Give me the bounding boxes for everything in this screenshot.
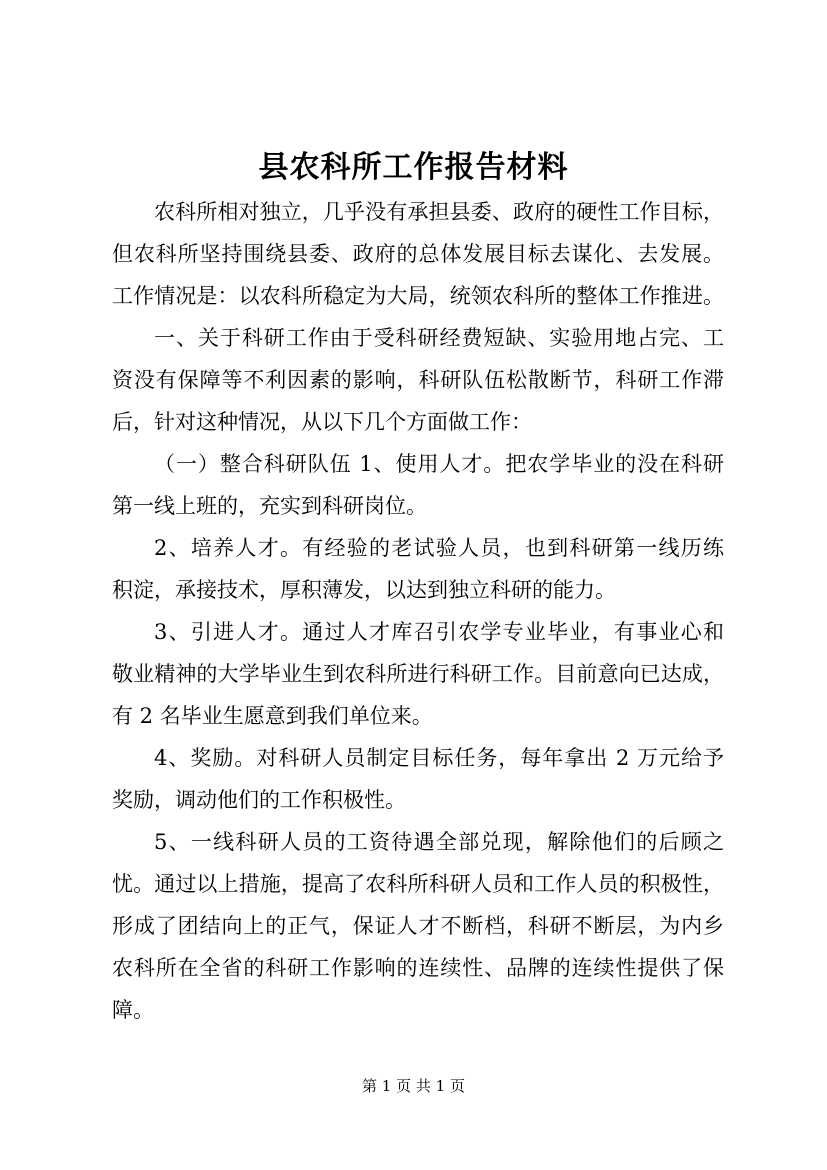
document-title: 县农科所工作报告材料 [258, 150, 569, 185]
body-line: 奖励，调动他们的工作积极性。 [112, 788, 406, 812]
body-line: 2、培养人才。有经验的老试验人员，也到科研第一线历练 [154, 536, 724, 560]
body-line: 障。 [112, 998, 154, 1022]
body-line: 积淀，承接技术，厚积薄发，以达到独立科研的能力。 [112, 578, 616, 602]
body-line: 工作情况是：以农科所稳定为大局，统领农科所的整体工作推进。 [112, 284, 724, 308]
body-line: 但农科所坚持围绕县委、政府的总体发展目标去谋化、去发展。 [112, 242, 724, 266]
body-line: 3、引进人才。通过人才库召引农学专业毕业，有事业心和 [154, 620, 724, 644]
body-line: 资没有保障等不利因素的影响，科研队伍松散断节，科研工作滞 [112, 368, 724, 392]
page-footer: 第 1 页 共 1 页 [362, 1077, 465, 1095]
body-line: 有 2 名毕业生愿意到我们单位来。 [112, 704, 433, 728]
body-line: 4、奖励。对科研人员制定目标任务，每年拿出 2 万元给予 [154, 746, 724, 770]
body-line: 农科所在全省的科研工作影响的连续性、品牌的连续性提供了保 [112, 956, 724, 980]
body-line: 一、关于科研工作由于受科研经费短缺、实验用地占完、工 [154, 326, 724, 350]
body-line: 农科所相对独立，几乎没有承担县委、政府的硬性工作目标， [154, 200, 724, 224]
body-line: 形成了团结向上的正气，保证人才不断档，科研不断层，为内乡 [112, 914, 724, 938]
body-line: 敬业精神的大学毕业生到农科所进行科研工作。目前意向已达成， [112, 662, 724, 686]
body-line: 5、一线科研人员的工资待遇全部兑现，解除他们的后顾之 [154, 830, 724, 854]
body-line: 后，针对这种情况，从以下几个方面做工作： [112, 410, 532, 434]
body-line: （一）整合科研队伍 1、使用人才。把农学毕业的没在科研 [154, 452, 724, 476]
body-line: 第一线上班的，充实到科研岗位。 [112, 494, 427, 518]
body-line: 忧。通过以上措施，提高了农科所科研人员和工作人员的积极性， [112, 872, 724, 896]
